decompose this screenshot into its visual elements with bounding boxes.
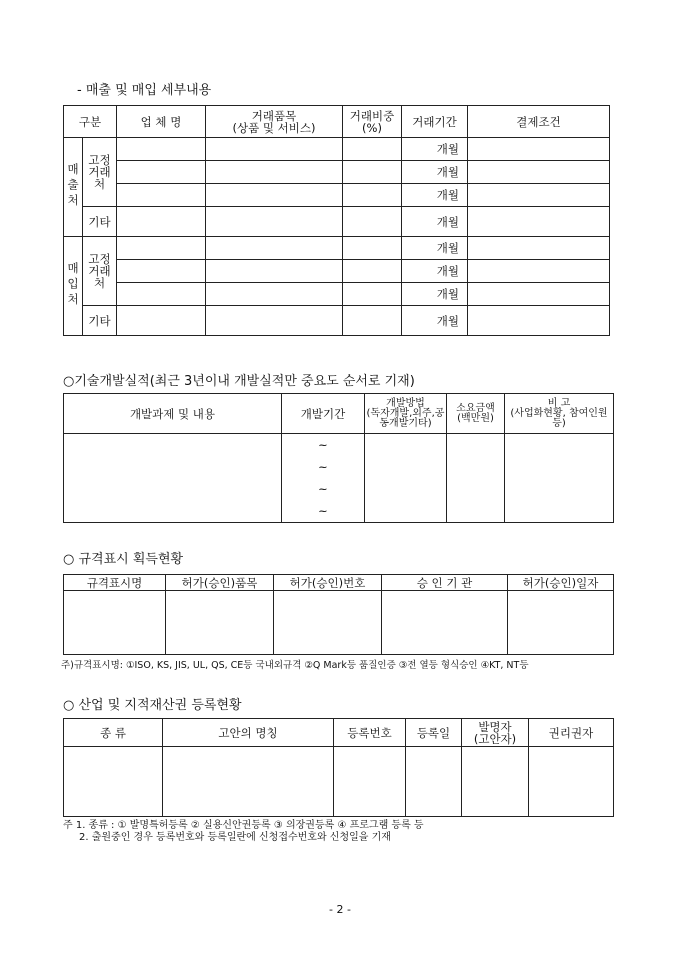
col-standard-date: 허가(승인)일자 [508,575,614,591]
month-cell: 개월 [402,237,468,260]
month-cell: 개월 [402,306,468,336]
cell[interactable] [529,747,614,817]
sub-other-purchase: 기타 [83,306,117,336]
month-cell: 개월 [402,260,468,283]
cell[interactable] [468,306,610,336]
cell[interactable] [206,184,343,207]
col-category: 구분 [64,106,117,138]
standard-note: 주)규격표시명: ①ISO, KS, JIS, UL, QS, CE등 국내외규격 ②Q Mark등 품질인증 ③전 열등 형식승인 ④KT, NT등 [61,660,529,671]
cell[interactable] [206,237,343,260]
group-purchase: 매입처 [64,237,83,336]
cell[interactable] [462,747,529,817]
col-standard-item: 허가(승인)품목 [166,575,274,591]
cell[interactable] [117,306,206,336]
cell[interactable] [508,591,614,655]
col-company: 업 체 명 [117,106,206,138]
col-ip-inventor: 발명자 (고안자) [462,719,529,747]
cell[interactable] [117,237,206,260]
cell[interactable] [468,184,610,207]
sub-fixed-sales: 고정거래처 [83,138,117,207]
cell[interactable] [206,161,343,184]
group-sales: 매출처 [64,138,83,237]
tech-heading: ○기술개발실적(최근 3년이내 개발실적만 중요도 순서로 기재) [63,374,415,389]
dev-period-cell: ~ ~ ~ ~ [282,434,365,523]
standard-heading: ○ 규격표시 획득현황 [63,552,184,567]
cell[interactable] [382,591,508,655]
sub-fixed-purchase: 고정거래처 [83,237,117,306]
cell[interactable] [468,237,610,260]
ip-note-1: 주 1. 종류 : ① 발명특허등록 ② 실용신안권등록 ③ 의장권등록 ④ 프로그램 등록 등 [63,820,424,831]
col-payment: 결제조건 [468,106,610,138]
sales-table [63,105,610,336]
col-method: 개발방법 (독자개발,외주,공동개발기타) [365,394,447,434]
ip-note-2: 2. 출원중인 경우 등록번호와 등록일란에 신청접수번호와 신청일을 기재 [79,832,391,843]
cell[interactable] [64,434,282,523]
col-standard-agency: 승 인 기 관 [382,575,508,591]
col-remark: 비 고 (사업화현황, 참여인원 등) [505,394,614,434]
col-ip-name: 고안의 명칭 [163,719,334,747]
col-ip-reg-no: 등록번호 [334,719,406,747]
month-cell: 개월 [402,283,468,306]
sales-heading: - 매출 및 매입 세부내용 [77,83,212,98]
cell[interactable] [117,184,206,207]
cell[interactable] [206,283,343,306]
cell[interactable] [206,260,343,283]
cell[interactable] [274,591,382,655]
col-cost: 소요금액 (백만원) [447,394,505,434]
cell[interactable] [468,138,610,161]
cell[interactable] [343,207,402,237]
cell[interactable] [343,138,402,161]
cell[interactable] [343,306,402,336]
page-number: - 2 - [329,903,351,916]
cell[interactable] [334,747,406,817]
cell[interactable] [166,591,274,655]
col-period: 거래기간 [402,106,468,138]
col-items: 거래품목 (상품 및 서비스) [206,106,343,138]
cell[interactable] [505,434,614,523]
cell[interactable] [468,207,610,237]
ip-heading: ○ 산업 및 지적재산권 등록현황 [63,698,242,713]
cell[interactable] [343,161,402,184]
standard-table [63,574,614,655]
cell[interactable] [206,306,343,336]
cell[interactable] [206,138,343,161]
col-dev-period: 개발기간 [282,394,365,434]
cell[interactable] [343,237,402,260]
cell[interactable] [117,207,206,237]
cell[interactable] [206,207,343,237]
month-cell: 개월 [402,184,468,207]
cell[interactable] [406,747,462,817]
cell[interactable] [343,184,402,207]
cell[interactable] [163,747,334,817]
col-standard-number: 허가(승인)번호 [274,575,382,591]
cell[interactable] [343,260,402,283]
cell[interactable] [468,161,610,184]
cell[interactable] [468,260,610,283]
cell[interactable] [365,434,447,523]
month-cell: 개월 [402,138,468,161]
cell[interactable] [343,283,402,306]
col-task: 개발과제 및 내용 [64,394,282,434]
cell[interactable] [468,283,610,306]
cell[interactable] [64,591,166,655]
cell[interactable] [64,747,163,817]
cell[interactable] [117,138,206,161]
col-ip-type: 종 류 [64,719,163,747]
col-standard-name: 규격표시명 [64,575,166,591]
tech-table [63,393,614,523]
col-ratio: 거래비중 (%) [343,106,402,138]
cell[interactable] [117,260,206,283]
cell[interactable] [117,161,206,184]
cell[interactable] [117,283,206,306]
ip-table [63,718,614,817]
month-cell: 개월 [402,207,468,237]
month-cell: 개월 [402,161,468,184]
col-ip-holder: 권리권자 [529,719,614,747]
col-ip-reg-date: 등록일 [406,719,462,747]
cell[interactable] [447,434,505,523]
sub-other-sales: 기타 [83,207,117,237]
